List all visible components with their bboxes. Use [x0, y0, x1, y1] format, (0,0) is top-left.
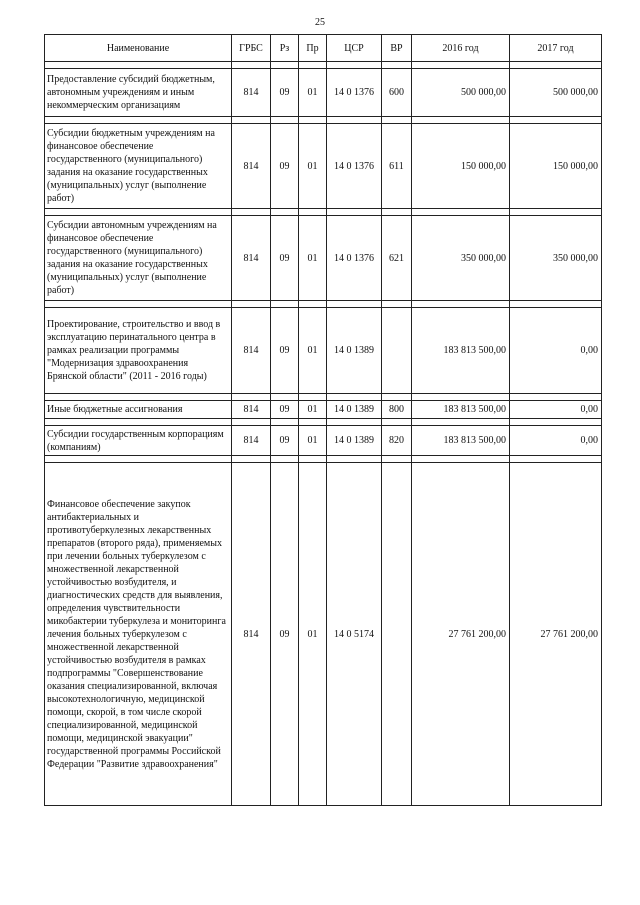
row-name: Финансовое обеспечение закупок антибактериальных и противотуберкулезных лекарственных препаратов (второго ряда), применяемых при лечении больных туберкулезом с множественной лекарственной устойчивостью возбудителя, и диагностических средств для выявления, определения чувствительности микобактерии туберкулеза и мониторинга лечения больных туберкулезом с множественной лекарственной устойчивостью возбудителя в рамках подпрограммы "Совершенствование оказания специализированной, включая высокотехнологичную, медицинской помощи, скорой, в том числе скорой специализированной, медицинской помощи, медицинской эвакуации" государственной программы Российской Федерации "Развитие здравоохранения"	[45, 463, 232, 806]
row-pr: 01	[299, 124, 327, 209]
table-row	[45, 401, 602, 419]
col-header-2017: 2017 год	[510, 35, 602, 62]
spacer-row	[45, 209, 602, 216]
row-grbs: 814	[232, 463, 271, 806]
row-rz: 09	[271, 124, 299, 209]
row-pr: 01	[299, 308, 327, 394]
row-rz: 09	[271, 401, 299, 419]
row-grbs: 814	[232, 216, 271, 301]
row-rz: 09	[271, 463, 299, 806]
row-csr: 14 0 1389	[327, 308, 382, 394]
row-csr: 14 0 1389	[327, 426, 382, 456]
row-2017: 150 000,00	[510, 124, 602, 209]
spacer-row	[45, 117, 602, 124]
table-row	[45, 69, 602, 117]
row-rz: 09	[271, 426, 299, 456]
row-grbs: 814	[232, 401, 271, 419]
row-name: Субсидии бюджетным учреждениям на финансовое обеспечение государственного (муниципального) задания на оказание государственных (муниципальных) услуг (выполнение работ)	[45, 124, 232, 209]
row-rz: 09	[271, 216, 299, 301]
row-2017: 0,00	[510, 308, 602, 394]
row-csr: 14 0 1376	[327, 69, 382, 117]
col-header-csr: ЦСР	[327, 35, 382, 62]
row-2016: 150 000,00	[412, 124, 510, 209]
row-vr: 611	[382, 124, 412, 209]
row-2017: 0,00	[510, 401, 602, 419]
row-csr: 14 0 1389	[327, 401, 382, 419]
row-2016: 350 000,00	[412, 216, 510, 301]
spacer-row	[45, 394, 602, 401]
col-header-grbs: ГРБС	[232, 35, 271, 62]
table-row	[45, 426, 602, 456]
row-2017: 500 000,00	[510, 69, 602, 117]
row-2017: 27 761 200,00	[510, 463, 602, 806]
spacer-row	[45, 301, 602, 308]
row-2017: 0,00	[510, 426, 602, 456]
row-rz: 09	[271, 69, 299, 117]
table-row	[45, 308, 602, 394]
col-header-rz: Рз	[271, 35, 299, 62]
row-2016: 27 761 200,00	[412, 463, 510, 806]
col-header-name: Наименование	[45, 35, 232, 62]
row-name: Иные бюджетные ассигнования	[45, 401, 232, 419]
row-2017: 350 000,00	[510, 216, 602, 301]
row-name: Субсидии автономным учреждениям на финансовое обеспечение государственного (муниципального) задания на оказание государственных (муниципальных) услуг (выполнение работ)	[45, 216, 232, 301]
row-vr: 800	[382, 401, 412, 419]
row-name: Субсидии государственным корпорациям (компаниям)	[45, 426, 232, 456]
spacer-row	[45, 456, 602, 463]
row-2016: 183 813 500,00	[412, 426, 510, 456]
row-2016: 183 813 500,00	[412, 401, 510, 419]
row-name: Предоставление субсидий бюджетным, автономным учреждениям и иным некоммерческим организациям	[45, 69, 232, 117]
row-pr: 01	[299, 216, 327, 301]
table-row	[45, 124, 602, 209]
col-header-vr: ВР	[382, 35, 412, 62]
row-grbs: 814	[232, 426, 271, 456]
budget-table	[44, 34, 602, 806]
row-grbs: 814	[232, 308, 271, 394]
row-csr: 14 0 5174	[327, 463, 382, 806]
header-row	[45, 35, 602, 62]
col-header-2016: 2016 год	[412, 35, 510, 62]
row-pr: 01	[299, 463, 327, 806]
table-row	[45, 216, 602, 301]
row-csr: 14 0 1376	[327, 124, 382, 209]
row-pr: 01	[299, 401, 327, 419]
spacer-row	[45, 419, 602, 426]
row-grbs: 814	[232, 124, 271, 209]
row-pr: 01	[299, 426, 327, 456]
row-vr: 820	[382, 426, 412, 456]
row-rz: 09	[271, 308, 299, 394]
row-vr	[382, 308, 412, 394]
row-grbs: 814	[232, 69, 271, 117]
row-2016: 500 000,00	[412, 69, 510, 117]
table-row	[45, 463, 602, 806]
row-csr: 14 0 1376	[327, 216, 382, 301]
row-vr: 600	[382, 69, 412, 117]
row-vr: 621	[382, 216, 412, 301]
row-pr: 01	[299, 69, 327, 117]
page-number: 25	[315, 17, 325, 28]
spacer-row	[45, 62, 602, 69]
col-header-pr: Пр	[299, 35, 327, 62]
row-vr	[382, 463, 412, 806]
row-name: Проектирование, строительство и ввод в эксплуатацию перинатального центра в рамках реализации программы "Модернизация здравоохранения Брянской области" (2011 - 2016 годы)	[45, 308, 232, 394]
row-2016: 183 813 500,00	[412, 308, 510, 394]
